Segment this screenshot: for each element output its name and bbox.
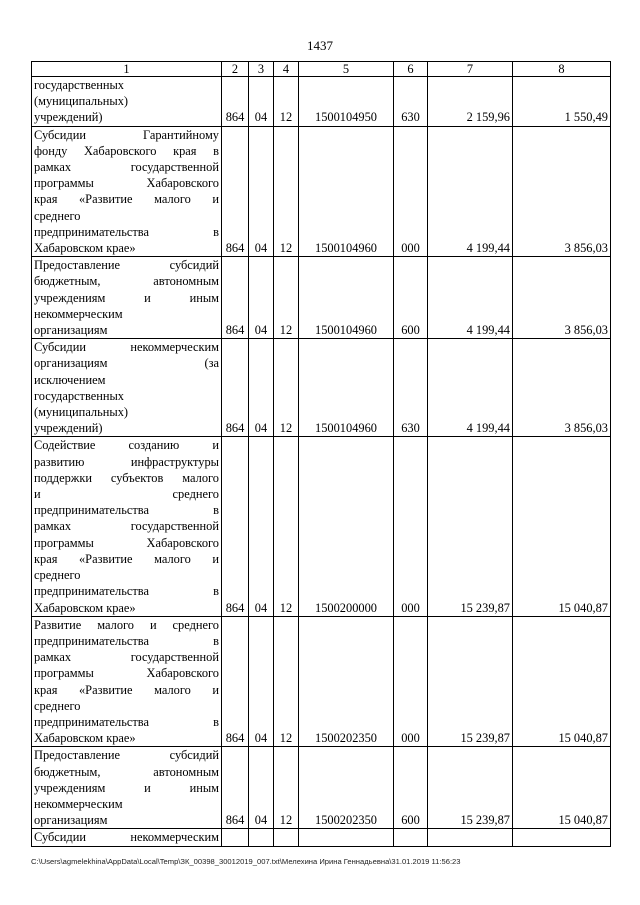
row-description	[32, 616, 222, 747]
description-line: программы Хабаровского	[34, 176, 219, 191]
section-code: 04	[249, 257, 274, 339]
description-line: края «Развитие малого и	[34, 192, 219, 207]
subsection-code: 12	[274, 77, 299, 127]
column-header-3: 3	[249, 62, 274, 77]
row-description	[32, 257, 222, 339]
empty-cell	[222, 829, 249, 846]
description-line: предпринимательства в	[34, 633, 219, 648]
description-line: края «Развитие малого и	[34, 551, 219, 566]
description-line: бюджетным, автономным	[34, 764, 219, 779]
empty-cell	[513, 829, 611, 846]
description-line: среднего	[34, 698, 81, 713]
description-line: края «Развитие малого и	[34, 682, 219, 697]
planned-amount: 4 199,44	[428, 339, 513, 437]
description-line: Хабаровском крае»	[34, 600, 136, 615]
description-line: поддержки субъектов малого	[34, 470, 219, 485]
description-line: программы Хабаровского	[34, 666, 219, 681]
empty-cell	[428, 829, 513, 846]
column-header-4: 4	[274, 62, 299, 77]
table-row	[32, 126, 611, 257]
executed-amount: 15 040,87	[513, 437, 611, 616]
subsection-code: 12	[274, 257, 299, 339]
budget-table	[31, 61, 611, 847]
planned-amount: 2 159,96	[428, 77, 513, 127]
table-row	[32, 257, 611, 339]
planned-amount: 4 199,44	[428, 257, 513, 339]
planned-amount: 4 199,44	[428, 126, 513, 257]
column-header-8: 8	[513, 62, 611, 77]
description-line: и среднего	[34, 487, 219, 502]
description-line: рамках государственной	[34, 650, 219, 665]
table-row	[32, 437, 611, 616]
description-line: Субсидии некоммерческим	[34, 830, 219, 845]
description-line: исключением	[34, 372, 106, 387]
expense-type-code: 630	[394, 339, 428, 437]
ministry-code: 864	[222, 257, 249, 339]
expense-type-code: 600	[394, 747, 428, 829]
subsection-code: 12	[274, 126, 299, 257]
description-line: среднего	[34, 208, 81, 223]
description-line: Хабаровском крае»	[34, 731, 136, 746]
executed-amount: 15 040,87	[513, 616, 611, 747]
description-line: учреждений)	[34, 110, 103, 125]
target-article-code: 1500104950	[299, 77, 394, 127]
empty-cell	[299, 829, 394, 846]
expense-type-code: 000	[394, 616, 428, 747]
section-code: 04	[249, 616, 274, 747]
section-code: 04	[249, 126, 274, 257]
target-article-code: 1500104960	[299, 339, 394, 437]
description-line: некоммерческим	[34, 306, 123, 321]
ministry-code: 864	[222, 77, 249, 127]
executed-amount: 3 856,03	[513, 126, 611, 257]
description-line: Субсидии некоммерческим	[34, 340, 219, 355]
description-line: учреждениям и иным	[34, 780, 219, 795]
section-code: 04	[249, 77, 274, 127]
row-description	[32, 339, 222, 437]
section-code: 04	[249, 747, 274, 829]
column-header-7: 7	[428, 62, 513, 77]
description-line: организациям (за	[34, 356, 219, 371]
column-header-2: 2	[222, 62, 249, 77]
row-description	[32, 77, 222, 127]
column-header-6: 6	[394, 62, 428, 77]
column-header-5: 5	[299, 62, 394, 77]
description-line: Предоставление субсидий	[34, 258, 219, 273]
description-line: Развитие малого и среднего	[34, 617, 219, 632]
subsection-code: 12	[274, 437, 299, 616]
table-row-cut	[32, 829, 611, 846]
description-line: предпринимательства в	[34, 224, 219, 239]
subsection-code: 12	[274, 339, 299, 437]
section-code: 04	[249, 339, 274, 437]
expense-type-code: 000	[394, 437, 428, 616]
target-article-code: 1500202350	[299, 747, 394, 829]
subsection-code: 12	[274, 747, 299, 829]
planned-amount: 15 239,87	[428, 437, 513, 616]
description-line: фонду Хабаровского края в	[34, 143, 219, 158]
ministry-code: 864	[222, 126, 249, 257]
section-code: 04	[249, 437, 274, 616]
description-line: Хабаровском крае»	[34, 241, 136, 256]
ministry-code: 864	[222, 616, 249, 747]
subsection-code: 12	[274, 616, 299, 747]
description-line: программы Хабаровского	[34, 535, 219, 550]
empty-cell	[249, 829, 274, 846]
table-row	[32, 339, 611, 437]
table-header-row	[32, 62, 611, 77]
description-line: учреждений)	[34, 421, 103, 436]
description-line: учреждениям и иным	[34, 290, 219, 305]
description-line: Предоставление субсидий	[34, 748, 219, 763]
description-line: государственных	[34, 388, 125, 403]
description-line: предпринимательства в	[34, 503, 219, 518]
description-line: Содействие созданию и	[34, 438, 219, 453]
description-line: Субсидии Гарантийному	[34, 127, 219, 142]
page-number: 1437	[307, 38, 333, 53]
description-line: некоммерческим	[34, 796, 123, 811]
target-article-code: 1500202350	[299, 616, 394, 747]
description-line: (муниципальных)	[34, 94, 129, 109]
target-article-code: 1500104960	[299, 126, 394, 257]
target-article-code: 1500200000	[299, 437, 394, 616]
expense-type-code: 000	[394, 126, 428, 257]
target-article-code: 1500104960	[299, 257, 394, 339]
row-description	[32, 829, 222, 846]
description-line: предпринимательства в	[34, 584, 219, 599]
table-row	[32, 77, 611, 127]
description-line: организациям	[34, 813, 108, 828]
row-description	[32, 126, 222, 257]
ministry-code: 864	[222, 339, 249, 437]
table-row	[32, 747, 611, 829]
description-line: рамках государственной	[34, 160, 219, 175]
description-line: рамках государственной	[34, 519, 219, 534]
description-line: бюджетным, автономным	[34, 274, 219, 289]
executed-amount: 1 550,49	[513, 77, 611, 127]
description-line: развитию инфраструктуры	[34, 454, 219, 469]
column-header-1: 1	[32, 62, 222, 77]
table-row	[32, 616, 611, 747]
description-line: (муниципальных)	[34, 405, 129, 420]
description-line: государственных	[34, 78, 125, 92]
executed-amount: 3 856,03	[513, 339, 611, 437]
empty-cell	[274, 829, 299, 846]
planned-amount: 15 239,87	[428, 616, 513, 747]
ministry-code: 864	[222, 747, 249, 829]
file-path-footer: C:\Users\agmelekhina\AppData\Local\Temp\ЗК_00398_30012019_007.txt\Мелехина Ирина Геннадьевна\31.01.2019 11:56:23	[31, 857, 461, 866]
description-line: организациям	[34, 323, 108, 338]
row-description	[32, 437, 222, 616]
empty-cell	[394, 829, 428, 846]
expense-type-code: 600	[394, 257, 428, 339]
planned-amount: 15 239,87	[428, 747, 513, 829]
executed-amount: 3 856,03	[513, 257, 611, 339]
expense-type-code: 630	[394, 77, 428, 127]
table-body	[32, 77, 611, 847]
ministry-code: 864	[222, 437, 249, 616]
description-line: среднего	[34, 568, 81, 583]
executed-amount: 15 040,87	[513, 747, 611, 829]
row-description	[32, 747, 222, 829]
description-line: предпринимательства в	[34, 714, 219, 729]
